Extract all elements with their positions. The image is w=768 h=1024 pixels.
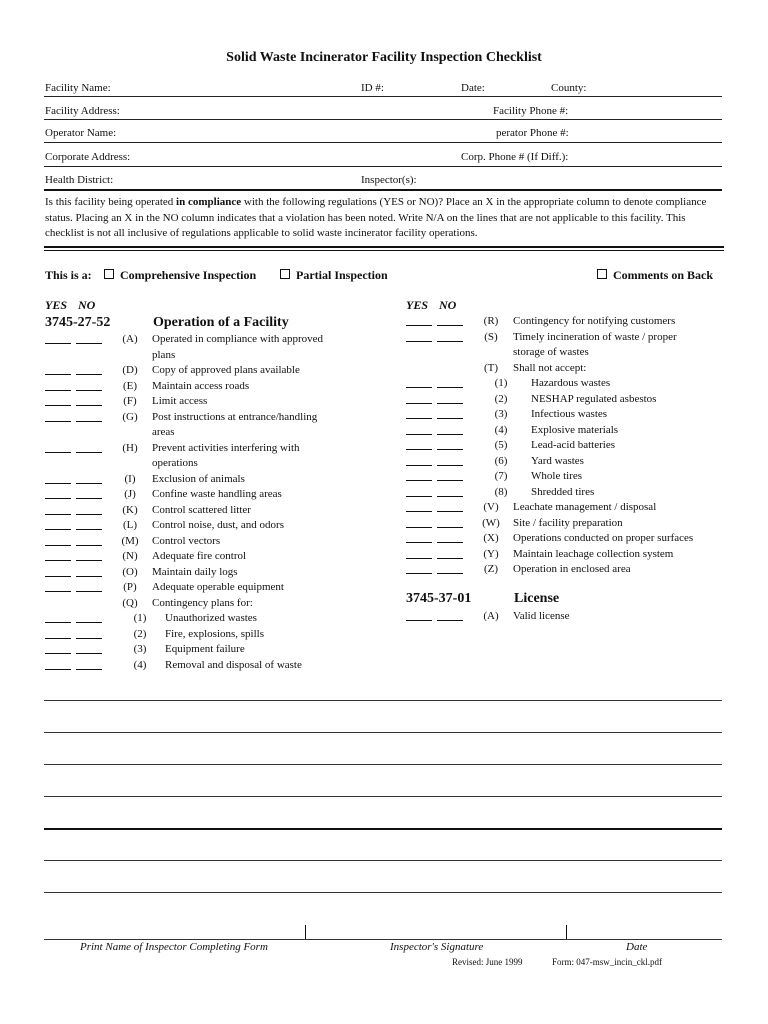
item-code: (5) xyxy=(494,439,508,451)
item-text: Maintain daily logs xyxy=(152,565,238,578)
yes-column-header: YES xyxy=(45,298,68,312)
no-blank[interactable] xyxy=(437,449,463,450)
divider xyxy=(44,250,724,251)
yes-blank[interactable] xyxy=(45,653,71,654)
comment-line[interactable] xyxy=(44,700,722,701)
item-text: storage of wastes xyxy=(513,346,589,358)
yes-blank[interactable] xyxy=(45,343,71,344)
item-text: Copy of approved plans available xyxy=(152,364,300,376)
yes-blank[interactable] xyxy=(406,434,432,435)
signature-line[interactable] xyxy=(44,939,722,940)
item-text: Equipment failure xyxy=(165,643,245,655)
checklist-row xyxy=(406,454,736,469)
item-code: (6) xyxy=(494,454,508,467)
item-text: Unauthorized wastes xyxy=(165,612,257,624)
item-continuation xyxy=(45,348,375,363)
item-text: Control scattered litter xyxy=(152,503,251,516)
no-blank[interactable] xyxy=(437,511,463,512)
yes-blank[interactable] xyxy=(406,449,432,450)
yes-blank[interactable] xyxy=(45,483,71,484)
no-blank[interactable] xyxy=(76,498,102,499)
item-text: Exclusion of animals xyxy=(152,472,245,485)
item-code: (V) xyxy=(483,501,499,513)
comment-line[interactable] xyxy=(44,796,722,797)
item-code: (4) xyxy=(133,658,147,671)
yes-blank[interactable] xyxy=(45,452,71,453)
checklist-row xyxy=(45,596,375,611)
checklist-row xyxy=(406,609,736,624)
item-text: areas xyxy=(152,426,175,438)
no-blank[interactable] xyxy=(437,620,463,621)
yes-blank[interactable] xyxy=(45,591,71,592)
no-blank[interactable] xyxy=(437,434,463,435)
checklist-row xyxy=(406,392,736,407)
item-code: (Z) xyxy=(483,563,499,575)
checklist-row xyxy=(406,423,736,438)
item-text: Shall not accept: xyxy=(513,361,587,374)
item-text: Control vectors xyxy=(152,534,221,547)
inspectors-label: Inspector(s): xyxy=(361,174,417,186)
no-blank[interactable] xyxy=(76,591,102,592)
yes-blank[interactable] xyxy=(45,560,71,561)
comments-label: Comments on Back xyxy=(613,268,714,282)
comment-line[interactable] xyxy=(44,764,722,765)
no-blank[interactable] xyxy=(76,669,102,670)
item-text: Adequate fire control xyxy=(152,550,247,562)
item-text: Post instructions at entrance/handling xyxy=(152,410,318,423)
no-blank[interactable] xyxy=(76,421,102,422)
no-blank[interactable] xyxy=(76,483,102,484)
checklist-row xyxy=(45,487,375,502)
no-blank[interactable] xyxy=(437,480,463,481)
revised-note: Revised: June 1999 xyxy=(452,957,523,967)
checklist-row xyxy=(45,611,375,626)
partial-label: Partial Inspection xyxy=(296,268,388,282)
signature-divider xyxy=(305,925,306,939)
divider xyxy=(44,189,722,191)
facility-phone-label: Facility Phone #: xyxy=(493,105,569,117)
no-blank[interactable] xyxy=(437,527,463,528)
divider xyxy=(44,246,724,248)
comment-line[interactable] xyxy=(44,860,722,861)
item-code: (Y) xyxy=(483,547,499,560)
divider xyxy=(44,119,722,120)
item-code: (H) xyxy=(122,441,138,454)
form-id: Form: 047-msw_incin_ckl.pdf xyxy=(552,957,662,967)
item-code: (F) xyxy=(123,395,137,407)
partial-checkbox[interactable] xyxy=(280,268,388,283)
intro-paragraph xyxy=(45,195,725,242)
item-text: Site / facility preparation xyxy=(513,516,623,529)
yes-blank[interactable] xyxy=(406,558,432,559)
print-name-caption: Print Name of Inspector Completing Form xyxy=(80,941,268,953)
checklist-row xyxy=(45,503,375,518)
no-blank[interactable] xyxy=(76,343,102,344)
checklist-row xyxy=(406,314,736,329)
item-text: Control noise, dust, and odors xyxy=(152,519,284,531)
signature-caption: Inspector's Signature xyxy=(390,941,484,953)
no-blank[interactable] xyxy=(76,576,102,577)
id-label: ID #: xyxy=(361,82,384,94)
item-code: (2) xyxy=(494,392,508,405)
item-continuation xyxy=(45,456,375,471)
yes-blank[interactable] xyxy=(45,405,71,406)
facility-name-label: Facility Name: xyxy=(45,82,111,94)
checklist-row xyxy=(45,565,375,580)
item-text: Maintain access roads xyxy=(152,379,250,392)
item-code: (E) xyxy=(122,379,138,392)
checkbox-icon xyxy=(597,269,607,279)
item-code: (T) xyxy=(483,361,499,374)
item-text: Yard wastes xyxy=(531,454,584,467)
item-continuation xyxy=(45,425,375,440)
item-code: (Q) xyxy=(122,596,138,609)
corporate-address-label: Corporate Address: xyxy=(45,151,131,163)
item-text: plans xyxy=(152,348,176,361)
yes-blank[interactable] xyxy=(45,669,71,670)
item-code: (3) xyxy=(494,408,508,420)
health-district-label: Health District: xyxy=(45,174,114,186)
checkbox-icon xyxy=(104,269,114,279)
checklist-row xyxy=(406,547,736,562)
no-blank[interactable] xyxy=(76,622,102,623)
checklist-row xyxy=(45,394,375,409)
checklist-row xyxy=(45,363,375,378)
facility-address-label: Facility Address: xyxy=(45,105,120,117)
checkbox-icon xyxy=(280,269,290,279)
operator-phone-label: perator Phone #: xyxy=(496,127,569,139)
intro-text-2: with the following regulations (YES or NO)? Place an X in the appropriate column to denote compliance status. Placing an X in the NO column indicates that a violation has been noted. Write N/A on the lines that are not applicable to this facility. This checklist is not all inclusive of regulations applicable to solid waste incinerator facility operations. xyxy=(45,196,707,239)
item-text: Lead-acid batteries xyxy=(531,439,615,451)
item-code: (8) xyxy=(494,485,508,498)
item-code: (P) xyxy=(123,581,137,593)
section-title: Operation of a Facility xyxy=(153,315,289,330)
item-code: (A) xyxy=(483,610,499,622)
item-code: (4) xyxy=(494,423,508,436)
item-text: Shredded tires xyxy=(531,485,595,498)
item-text: Removal and disposal of waste xyxy=(165,658,302,671)
yes-blank[interactable] xyxy=(406,573,432,574)
yes-blank[interactable] xyxy=(45,545,71,546)
yes-blank[interactable] xyxy=(406,325,432,326)
item-text: Maintain leachage collection system xyxy=(513,547,674,560)
yes-blank[interactable] xyxy=(406,511,432,512)
yes-blank[interactable] xyxy=(45,390,71,391)
yes-blank[interactable] xyxy=(45,374,71,375)
yes-column-header: YES xyxy=(406,298,429,312)
item-text: Infectious wastes xyxy=(531,408,608,420)
yes-blank[interactable] xyxy=(406,496,432,497)
no-column-header: NO xyxy=(439,298,457,312)
yes-blank[interactable] xyxy=(406,480,432,481)
intro-bold: in compliance xyxy=(176,196,242,208)
comments-checkbox[interactable] xyxy=(597,268,713,283)
item-code: (D) xyxy=(122,364,138,376)
no-blank[interactable] xyxy=(437,418,463,419)
checklist-row xyxy=(406,407,736,422)
checklist-row xyxy=(406,469,736,484)
no-blank[interactable] xyxy=(76,638,102,639)
comprehensive-checkbox[interactable] xyxy=(104,268,256,283)
date-label: Date: xyxy=(461,82,485,94)
item-code: (M) xyxy=(121,534,139,547)
checklist-row xyxy=(406,438,736,453)
item-code: (J) xyxy=(124,488,136,500)
no-blank[interactable] xyxy=(76,545,102,546)
no-blank[interactable] xyxy=(437,573,463,574)
divider xyxy=(44,142,722,143)
yes-blank[interactable] xyxy=(406,418,432,419)
checklist-row xyxy=(45,658,375,673)
section-code: 3745-27-52 xyxy=(45,315,111,330)
corp-phone-label: Corp. Phone # (If Diff.): xyxy=(461,151,569,163)
item-code: (1) xyxy=(133,612,147,624)
divider xyxy=(44,96,722,97)
checklist-row xyxy=(45,627,375,642)
date-caption: Date xyxy=(626,941,648,953)
item-code: (K) xyxy=(122,503,138,516)
yes-blank[interactable] xyxy=(45,514,71,515)
checklist-row xyxy=(45,549,375,564)
item-text: operations xyxy=(152,457,198,469)
checklist-row xyxy=(45,472,375,487)
yes-blank[interactable] xyxy=(406,620,432,621)
no-blank[interactable] xyxy=(76,452,102,453)
no-blank[interactable] xyxy=(437,403,463,404)
operator-name-label: Operator Name: xyxy=(45,127,117,139)
no-blank[interactable] xyxy=(437,496,463,497)
item-continuation xyxy=(406,345,736,360)
item-text: Limit access xyxy=(152,395,208,407)
comprehensive-label: Comprehensive Inspection xyxy=(120,268,257,282)
checklist-row xyxy=(45,379,375,394)
item-text: Contingency plans for: xyxy=(152,596,253,609)
item-text: NESHAP regulated asbestos xyxy=(531,392,657,405)
item-text: Fire, explosions, spills xyxy=(165,627,265,640)
checklist-row xyxy=(406,516,736,531)
item-text: Timely incineration of waste / proper xyxy=(513,330,677,343)
license-section-title: License xyxy=(514,591,560,606)
item-code: (3) xyxy=(133,643,147,655)
no-blank[interactable] xyxy=(76,374,102,375)
item-code: (X) xyxy=(483,532,499,544)
item-code: (N) xyxy=(122,550,138,562)
yes-blank[interactable] xyxy=(45,529,71,530)
county-label: County: xyxy=(551,82,587,94)
item-text: Valid license xyxy=(513,610,570,622)
yes-blank[interactable] xyxy=(45,421,71,422)
item-code: (2) xyxy=(133,627,147,640)
comment-line[interactable] xyxy=(44,732,722,733)
no-blank[interactable] xyxy=(437,341,463,342)
item-code: (R) xyxy=(483,315,499,327)
signature-divider xyxy=(566,925,567,939)
item-text: Operated in compliance with approved xyxy=(152,333,324,345)
no-blank[interactable] xyxy=(437,325,463,326)
yes-blank[interactable] xyxy=(45,576,71,577)
checklist-row xyxy=(45,518,375,533)
item-code: (G) xyxy=(122,410,138,423)
yes-blank[interactable] xyxy=(406,387,432,388)
comment-line[interactable] xyxy=(44,828,722,830)
checklist-row xyxy=(406,531,736,546)
no-blank[interactable] xyxy=(437,542,463,543)
checklist-row xyxy=(45,441,375,456)
item-code: (7) xyxy=(494,470,508,482)
item-text: Operation in enclosed area xyxy=(513,563,631,575)
checklist-row xyxy=(45,642,375,657)
no-blank[interactable] xyxy=(437,465,463,466)
yes-blank[interactable] xyxy=(45,638,71,639)
comment-line[interactable] xyxy=(44,892,722,893)
yes-blank[interactable] xyxy=(406,465,432,466)
item-code: (I) xyxy=(124,472,136,485)
checklist-row xyxy=(406,485,736,500)
item-text: Contingency for notifying customers xyxy=(513,315,676,327)
yes-blank[interactable] xyxy=(406,403,432,404)
no-blank[interactable] xyxy=(76,514,102,515)
checklist-row xyxy=(406,376,736,391)
item-code: (S) xyxy=(484,330,498,343)
checklist-row xyxy=(406,361,736,376)
item-text: Operations conducted on proper surfaces xyxy=(513,532,694,544)
no-blank[interactable] xyxy=(76,560,102,561)
item-code: (1) xyxy=(494,377,508,389)
checklist-row xyxy=(45,534,375,549)
checklist-row xyxy=(45,332,375,347)
yes-blank[interactable] xyxy=(45,622,71,623)
item-code: (L) xyxy=(122,519,138,531)
no-blank[interactable] xyxy=(76,390,102,391)
no-blank[interactable] xyxy=(437,387,463,388)
checklist-row xyxy=(406,562,736,577)
item-text: Hazardous wastes xyxy=(531,377,611,389)
checklist-row xyxy=(406,500,736,515)
item-text: Prevent activities interfering with xyxy=(152,441,300,454)
inspection-type-label: This is a: xyxy=(45,268,92,282)
yes-blank[interactable] xyxy=(45,498,71,499)
item-text: Confine waste handling areas xyxy=(152,488,282,500)
yes-blank[interactable] xyxy=(406,341,432,342)
yes-blank[interactable] xyxy=(406,542,432,543)
checklist-row xyxy=(406,330,736,345)
no-column-header: NO xyxy=(78,298,96,312)
item-text: Explosive materials xyxy=(531,423,619,436)
no-blank[interactable] xyxy=(76,529,102,530)
item-text: Adequate operable equipment xyxy=(152,581,284,593)
yes-blank[interactable] xyxy=(406,527,432,528)
intro-text-1: Is this facility being operated xyxy=(45,196,177,208)
item-text: Whole tires xyxy=(531,470,583,482)
no-blank[interactable] xyxy=(76,653,102,654)
page-title: Solid Waste Incinerator Facility Inspection Checklist xyxy=(226,50,542,65)
item-code: (A) xyxy=(122,333,138,345)
item-code: (W) xyxy=(482,516,500,529)
no-blank[interactable] xyxy=(76,405,102,406)
item-text: Leachate management / disposal xyxy=(513,501,657,513)
divider xyxy=(44,166,722,167)
license-section-code: 3745-37-01 xyxy=(406,591,472,606)
checklist-row xyxy=(45,410,375,425)
item-code: (O) xyxy=(122,565,138,578)
checklist-row xyxy=(45,580,375,595)
no-blank[interactable] xyxy=(437,558,463,559)
